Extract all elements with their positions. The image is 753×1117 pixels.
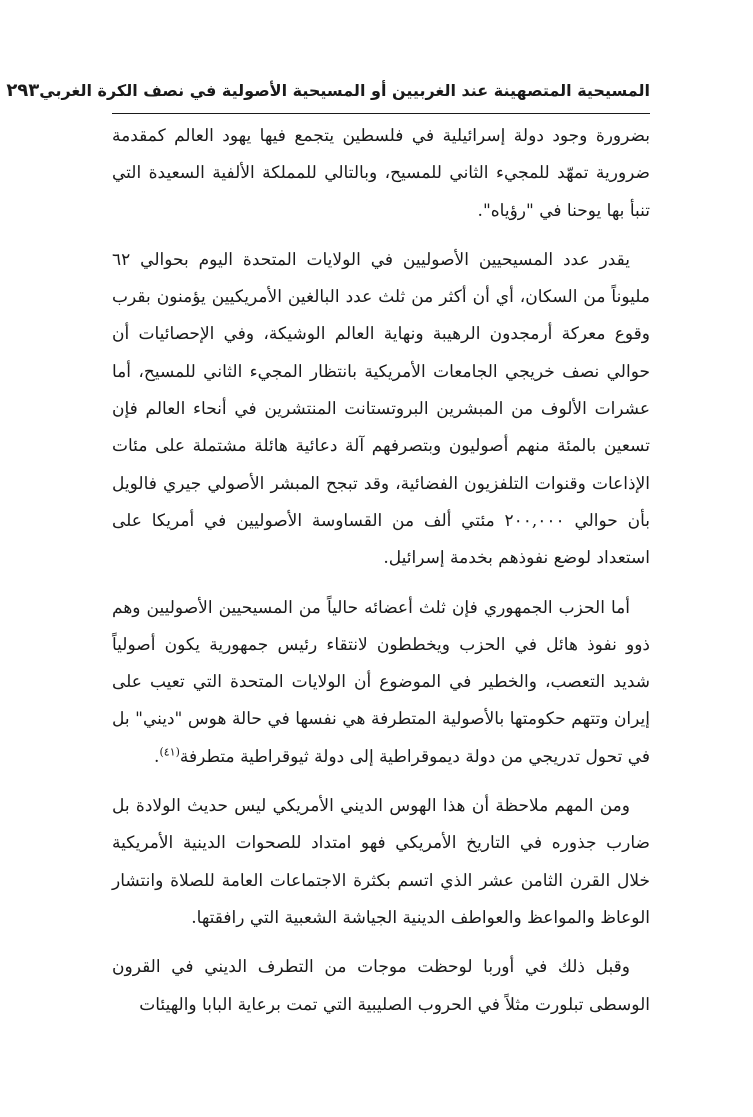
paragraph-2-text: يقدر عدد المسيحيين الأصوليين في الولايات المتحدة اليوم بحوالي ٦٢ مليوناً من السكان، أي أن أكثر من ثلث عدد البالغين الأمريكيين يؤمنون بقرب وقوع معركة أرمجدون الرهيبة ونهاية العالم الوشيكة، وفي الإحصائيات أن حوالي نصف خريجي الجامعات الأمريكية بانتظار المجيء الثاني للمسيح، أما عشرات الألوف من المبشرين البروتستانت المنتشرين في أنحاء العالم فإن تسعين بالمئة منهم أصوليون وبتصرفهم آلة دعائية هائلة مشتملة على مئات الإذاعات وقنوات التلفزيون الفضائية، وقد تبجح المبشر الأصولي جيري فالويل بأن حوالي ٢٠٠,٠٠٠ مئتي ألف من القساوسة الأصوليين في أمريكا على استعداد لوضع نفوذهم بخدمة إسرائيل. <box>112 249 650 569</box>
header-rule <box>112 113 650 114</box>
paragraph-3 <box>112 590 650 776</box>
page-number: ٢٩٣ <box>6 79 40 101</box>
running-title: المسيحية المتصهينة عند الغربيين أو المسيحية الأصولية في نصف الكرة الغربي <box>39 80 650 100</box>
paragraph-4 <box>112 788 650 937</box>
paragraph-4-text: ومن المهم ملاحظة أن هذا الهوس الديني الأمريكي ليس حديث الولادة بل ضارب جذوره في التاريخ الأمريكي فهو امتداد للصحوات الدينية الأمريكية خلال القرن الثامن عشر الذي اتسم بكثرة الاجتماعات العامة للصلاة وانتشار الوعاظ والمواعظ والعواطف الدينية الجياشة الشعبية التي رافقتها. <box>112 796 650 928</box>
paragraph-2 <box>112 242 650 578</box>
page-header <box>6 70 650 110</box>
paragraph-3-tail: . <box>154 746 160 767</box>
paragraph-1-text: بضرورة وجود دولة إسرائيلية في فلسطين يتجمع فيها يهود العالم كمقدمة ضرورية تمهّد للمجيء الثاني للمسيح، وبالتالي للمملكة الألفية السعيدة التي تنبأ بها يوحنا في "رؤياه". <box>112 126 650 221</box>
paragraph-1 <box>112 118 650 230</box>
body-text <box>112 118 650 1024</box>
footnote-marker: (٤١) <box>159 745 180 759</box>
paragraph-5-text: وقبل ذلك في أوربا لوحظت موجات من التطرف الديني في القرون الوسطى تبلورت مثلاً في الحروب الصليبية التي تمت برعاية البابا والهيئات <box>112 957 650 1015</box>
paragraph-5 <box>112 949 650 1024</box>
paragraph-3-text: أما الحزب الجمهوري فإن ثلث أعضائه حالياً من المسيحيين الأصوليين وهم ذوو نفوذ هائل في الحزب ويخططون لانتقاء رئيس جمهورية يكون أصولياً شديد التعصب، والخطير في الموضوع أن الولايات المتحدة التي تعيب على إيران وتتهم حكومتها بالأصولية المتطرفة هي نفسها في حالة هوس "ديني" بل في تحول تدريجي من دولة ديموقراطية إلى دولة ثيوقراطية متطرفة <box>112 597 650 767</box>
